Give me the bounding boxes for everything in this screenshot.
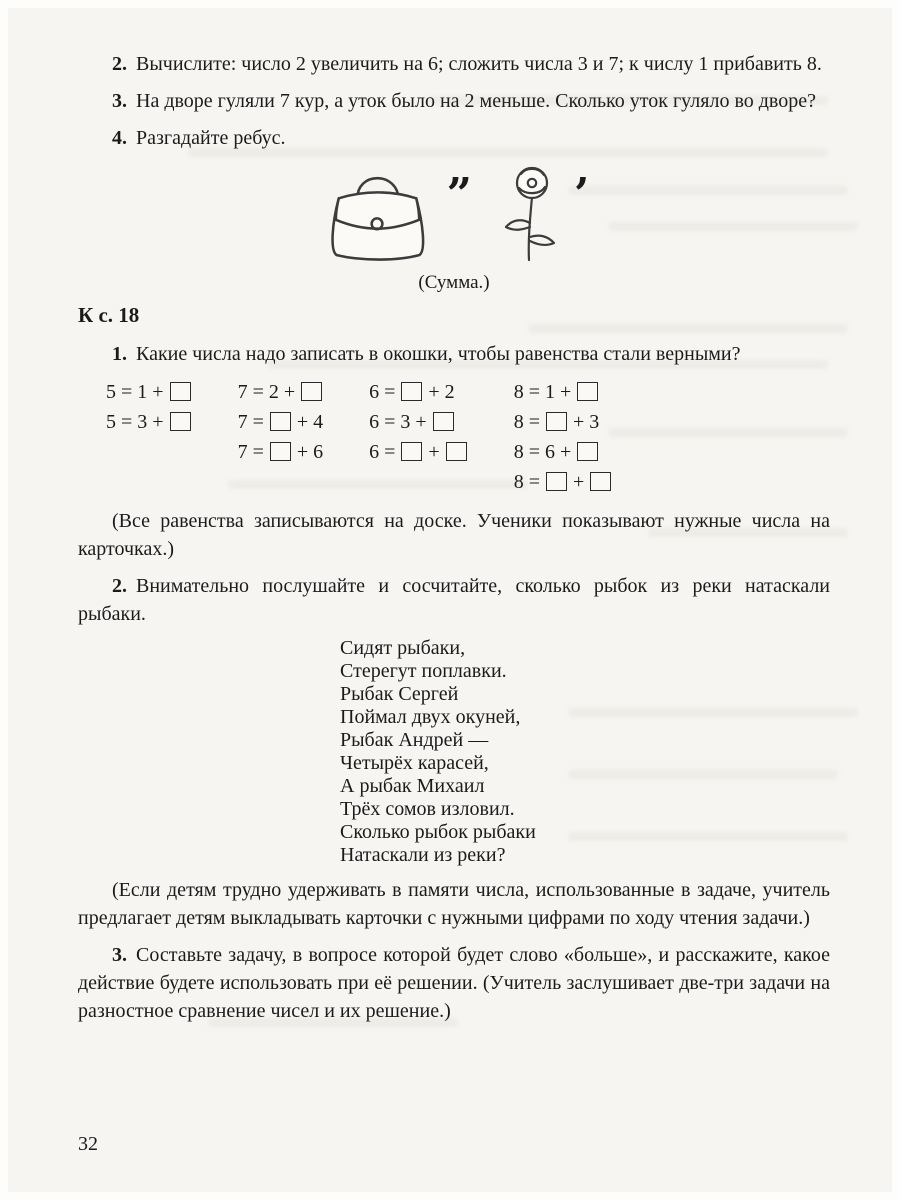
warmup-task-3 [78,87,830,115]
rebus-single-comma: ’ [573,169,590,220]
poem-line: Сколько рыбок рыбаки [340,821,536,843]
method-note-equalities: (Все равенства записываются на доске. Ученики показывают нужные числа на карточках.) [78,510,830,560]
task-number: 3. [112,90,127,112]
poem-line: Стерегут поплавки. [340,660,507,682]
equation-column [514,377,613,497]
answer-box [590,472,611,491]
poem-line: Рыбак Сергей [340,683,459,705]
equation: 6 = + 2 [369,381,455,403]
poem-line: Четырёх карасей, [340,752,489,774]
equation: 5 = 3 + [106,407,192,437]
task-text: Какие числа надо записать в окошки, чтобы равенства стали верными? [136,343,741,365]
warmup-task-4 [78,124,830,152]
section-heading: К с. 18 [78,303,140,327]
equation: 6 = + [369,437,468,467]
poem-line: Натаскали из реки? [340,844,506,866]
lesson-task-2 [78,572,830,628]
method-note-cards: (Если детям трудно удерживать в памяти числа, использованные в задаче, учитель предлагает детям выкладывать карточки с нужными цифрами по ходу чтения задачи.) [78,879,830,929]
handbag-icon [319,163,437,263]
lesson-task-3 [78,941,830,1025]
answer-box [446,442,467,461]
poppy-flower-icon [494,161,566,263]
task-text: На дворе гуляли 7 кур, а уток было на 2 меньше. Сколько уток гуляло во дворе? [136,90,816,112]
equation: 5 = 1 + [106,377,192,407]
task-text: Вычислите: число 2 увеличить на 6; сложить числа 3 и 7; к числу 1 прибавить 8. [136,53,822,75]
equation: 7 = 2 + [238,377,324,407]
equation-column [238,377,324,497]
page-number: 32 [78,1133,98,1155]
equation-column [369,377,468,497]
task-number: 3. [112,944,127,966]
equations [78,377,830,497]
equation: 7 = + 4 [237,411,324,433]
warmup-task-2 [78,50,830,78]
answer-box [433,412,454,431]
rebus-images-row [78,161,830,263]
poem-line: Трёх сомов изловил. [340,798,515,820]
answer-box [546,412,567,431]
equation-column [106,377,192,497]
answer-box [170,382,191,401]
answer-box [270,412,291,431]
equation: 6 = 3 + [369,407,468,437]
answer-box [401,442,422,461]
answer-box [401,382,422,401]
answer-box [170,412,191,431]
answer-box [546,472,567,491]
task-number: 2. [112,575,127,597]
lesson-task-1 [78,340,830,368]
poem-line: Рыбак Андрей — [340,729,489,751]
equation: 8 = 1 + [514,377,613,407]
task-text: Внимательно послушайте и сосчитайте, сколько рыбок из реки натаскали рыбаки. [78,575,830,625]
equation: 8 = + [514,467,613,497]
answer-box [577,382,598,401]
rebus-double-comma: ” [446,169,472,220]
answer-box [270,442,291,461]
poem-line: Поймал двух окуней, [340,706,521,728]
task-number: 4. [112,127,127,149]
task-number: 1. [112,343,127,365]
rebus-figure [78,161,830,295]
rebus-answer: (Сумма.) [418,272,490,293]
answer-box [301,382,322,401]
task-text: Разгадайте ребус. [136,127,286,149]
task-text: Составьте задачу, в вопросе которой будет слово «больше», и расскажите, какое действие будете использовать при её решении. (Учитель заслушивает две-три задачи на разностное сравнение чисел и их решение.) [78,944,830,1022]
poem [340,637,830,867]
poem-line: Сидят рыбаки, [340,637,466,659]
equation: 7 = + 6 [237,441,324,463]
task-number: 2. [112,53,127,75]
poem-line: А рыбак Михаил [340,775,485,797]
answer-box [577,442,598,461]
equation: 8 = 6 + [514,437,613,467]
equation: 8 = + 3 [513,411,600,433]
